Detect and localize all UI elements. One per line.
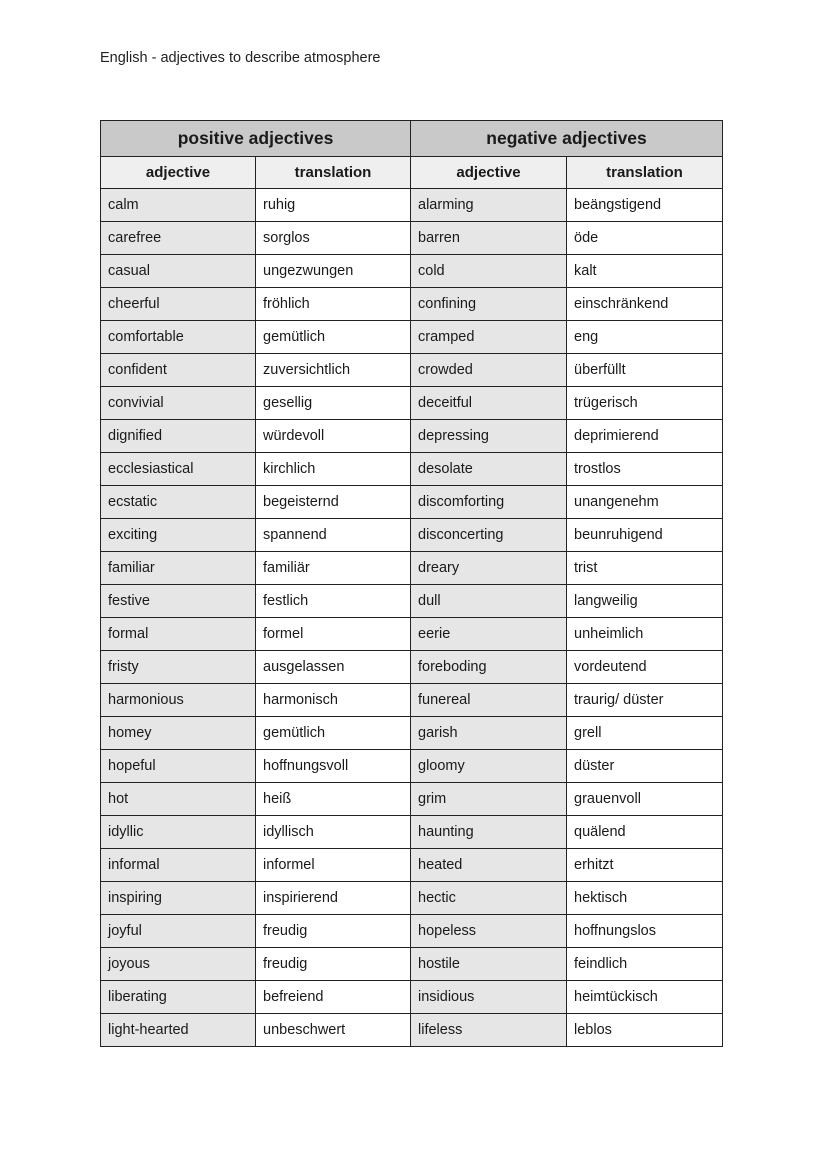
positive-adjective-cell: formal (101, 618, 256, 651)
negative-translation-cell: trist (567, 552, 723, 585)
table-row (101, 189, 723, 222)
negative-adjective-cell: desolate (411, 453, 567, 486)
negative-translation-cell: trügerisch (567, 387, 723, 420)
negative-adjective-cell: disconcerting (411, 519, 567, 552)
negative-translation-cell: hektisch (567, 882, 723, 915)
negative-adjective-cell: cramped (411, 321, 567, 354)
positive-adjective-cell: light-hearted (101, 1014, 256, 1047)
negative-translation-cell: langweilig (567, 585, 723, 618)
group-header-positive: positive adjectives (101, 121, 411, 157)
negative-translation-cell: erhitzt (567, 849, 723, 882)
negative-adjective-cell: dull (411, 585, 567, 618)
table-row (101, 420, 723, 453)
table-row (101, 519, 723, 552)
table-row (101, 717, 723, 750)
positive-translation-cell: befreiend (256, 981, 411, 1014)
table-row (101, 981, 723, 1014)
negative-translation-cell: trostlos (567, 453, 723, 486)
positive-adjective-cell: idyllic (101, 816, 256, 849)
positive-translation-cell: kirchlich (256, 453, 411, 486)
positive-adjective-cell: liberating (101, 981, 256, 1014)
negative-adjective-cell: foreboding (411, 651, 567, 684)
positive-translation-cell: informel (256, 849, 411, 882)
positive-translation-cell: spannend (256, 519, 411, 552)
positive-adjective-cell: exciting (101, 519, 256, 552)
table-row (101, 684, 723, 717)
positive-translation-cell: gemütlich (256, 321, 411, 354)
positive-adjective-cell: confident (101, 354, 256, 387)
positive-translation-cell: festlich (256, 585, 411, 618)
negative-adjective-cell: confining (411, 288, 567, 321)
table-row (101, 915, 723, 948)
positive-adjective-cell: familiar (101, 552, 256, 585)
table-row (101, 222, 723, 255)
negative-adjective-cell: hopeless (411, 915, 567, 948)
positive-adjective-cell: harmonious (101, 684, 256, 717)
negative-translation-cell: überfüllt (567, 354, 723, 387)
negative-translation-cell: traurig/ düster (567, 684, 723, 717)
group-header-negative: negative adjectives (411, 121, 723, 157)
positive-translation-cell: gesellig (256, 387, 411, 420)
positive-translation-cell: fröhlich (256, 288, 411, 321)
table-row (101, 1014, 723, 1047)
positive-adjective-cell: dignified (101, 420, 256, 453)
table-row (101, 354, 723, 387)
table-row (101, 321, 723, 354)
positive-translation-cell: zuversichtlich (256, 354, 411, 387)
table-row (101, 288, 723, 321)
negative-adjective-cell: barren (411, 222, 567, 255)
negative-translation-cell: unangenehm (567, 486, 723, 519)
positive-translation-cell: gemütlich (256, 717, 411, 750)
positive-adjective-cell: fristy (101, 651, 256, 684)
negative-adjective-cell: garish (411, 717, 567, 750)
negative-translation-cell: eng (567, 321, 723, 354)
positive-translation-cell: inspirierend (256, 882, 411, 915)
table-row (101, 552, 723, 585)
table-row (101, 255, 723, 288)
negative-adjective-cell: hectic (411, 882, 567, 915)
negative-adjective-cell: deceitful (411, 387, 567, 420)
negative-adjective-cell: lifeless (411, 1014, 567, 1047)
table-row (101, 486, 723, 519)
negative-translation-cell: unheimlich (567, 618, 723, 651)
positive-adjective-cell: joyous (101, 948, 256, 981)
negative-translation-cell: deprimierend (567, 420, 723, 453)
table-body (101, 189, 723, 1047)
positive-adjective-cell: convivial (101, 387, 256, 420)
positive-adjective-cell: hopeful (101, 750, 256, 783)
positive-translation-cell: begeisternd (256, 486, 411, 519)
positive-translation-cell: hoffnungsvoll (256, 750, 411, 783)
negative-translation-cell: einschränkend (567, 288, 723, 321)
negative-translation-cell: grell (567, 717, 723, 750)
positive-translation-cell: freudig (256, 948, 411, 981)
negative-adjective-cell: alarming (411, 189, 567, 222)
table-row (101, 618, 723, 651)
positive-adjective-cell: comfortable (101, 321, 256, 354)
negative-translation-cell: kalt (567, 255, 723, 288)
negative-adjective-cell: discomforting (411, 486, 567, 519)
table-row (101, 882, 723, 915)
positive-adjective-cell: inspiring (101, 882, 256, 915)
positive-translation-cell: idyllisch (256, 816, 411, 849)
group-header-row (101, 121, 723, 157)
negative-adjective-cell: dreary (411, 552, 567, 585)
positive-translation-cell: heiß (256, 783, 411, 816)
negative-translation-cell: grauenvoll (567, 783, 723, 816)
positive-adjective-cell: calm (101, 189, 256, 222)
positive-adjective-cell: festive (101, 585, 256, 618)
negative-translation-cell: öde (567, 222, 723, 255)
negative-translation-cell: hoffnungslos (567, 915, 723, 948)
table-row (101, 816, 723, 849)
positive-translation-cell: ruhig (256, 189, 411, 222)
positive-adjective-cell: homey (101, 717, 256, 750)
negative-adjective-cell: depressing (411, 420, 567, 453)
positive-translation-cell: ausgelassen (256, 651, 411, 684)
negative-adjective-cell: cold (411, 255, 567, 288)
negative-adjective-cell: funereal (411, 684, 567, 717)
negative-adjective-cell: grim (411, 783, 567, 816)
table-row (101, 849, 723, 882)
positive-adjective-cell: ecclesiastical (101, 453, 256, 486)
column-header: adjective (101, 157, 256, 189)
negative-translation-cell: düster (567, 750, 723, 783)
column-header: adjective (411, 157, 567, 189)
negative-adjective-cell: gloomy (411, 750, 567, 783)
positive-translation-cell: harmonisch (256, 684, 411, 717)
positive-translation-cell: formel (256, 618, 411, 651)
positive-translation-cell: ungezwungen (256, 255, 411, 288)
table-row (101, 453, 723, 486)
negative-adjective-cell: hostile (411, 948, 567, 981)
negative-translation-cell: feindlich (567, 948, 723, 981)
negative-translation-cell: beunruhigend (567, 519, 723, 552)
negative-translation-cell: heimtückisch (567, 981, 723, 1014)
positive-adjective-cell: ecstatic (101, 486, 256, 519)
positive-translation-cell: würdevoll (256, 420, 411, 453)
negative-adjective-cell: crowded (411, 354, 567, 387)
negative-adjective-cell: insidious (411, 981, 567, 1014)
column-header-row (101, 157, 723, 189)
table-row (101, 948, 723, 981)
vocabulary-table (100, 120, 723, 1047)
negative-translation-cell: beängstigend (567, 189, 723, 222)
negative-translation-cell: quälend (567, 816, 723, 849)
negative-translation-cell: leblos (567, 1014, 723, 1047)
column-header: translation (256, 157, 411, 189)
table-row (101, 783, 723, 816)
positive-translation-cell: sorglos (256, 222, 411, 255)
positive-translation-cell: unbeschwert (256, 1014, 411, 1047)
negative-adjective-cell: eerie (411, 618, 567, 651)
page-title: English - adjectives to describe atmosphere (100, 50, 381, 66)
table-row (101, 750, 723, 783)
positive-adjective-cell: casual (101, 255, 256, 288)
table-row (101, 585, 723, 618)
table-row (101, 651, 723, 684)
positive-adjective-cell: informal (101, 849, 256, 882)
positive-adjective-cell: carefree (101, 222, 256, 255)
table-row (101, 387, 723, 420)
positive-translation-cell: familiär (256, 552, 411, 585)
positive-translation-cell: freudig (256, 915, 411, 948)
positive-adjective-cell: joyful (101, 915, 256, 948)
column-header: translation (567, 157, 723, 189)
negative-adjective-cell: heated (411, 849, 567, 882)
negative-adjective-cell: haunting (411, 816, 567, 849)
negative-translation-cell: vordeutend (567, 651, 723, 684)
positive-adjective-cell: hot (101, 783, 256, 816)
positive-adjective-cell: cheerful (101, 288, 256, 321)
